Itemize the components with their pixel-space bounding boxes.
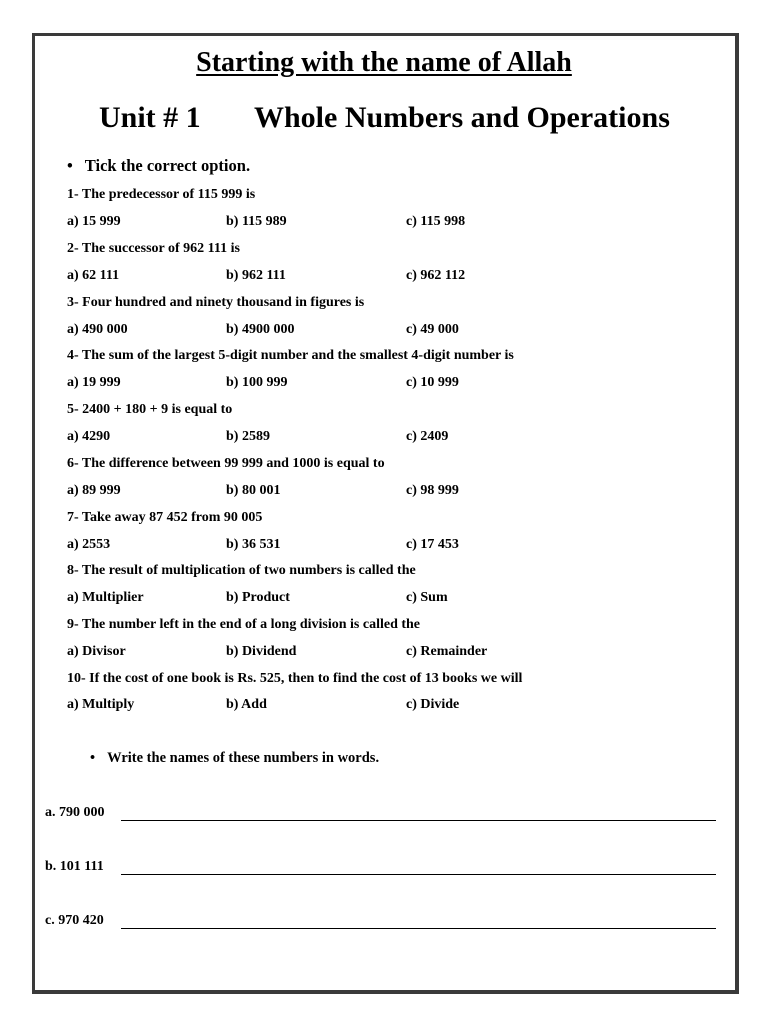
question-7: 7- Take away 87 452 from 90 005 [67, 510, 263, 525]
q5-option-b[interactable]: b) 2589 [226, 429, 270, 444]
question-8: 8- The result of multiplication of two numbers is called the [67, 563, 416, 578]
q4-option-c[interactable]: c) 10 999 [406, 375, 459, 390]
bullet-icon: • [67, 156, 73, 175]
instruction-text: Tick the correct option. [84, 156, 251, 175]
question-6: 6- The difference between 99 999 and 1000 is equal to [67, 456, 385, 471]
q7-option-b[interactable]: b) 36 531 [226, 537, 281, 552]
unit-heading [99, 101, 670, 135]
section-1-instruction [67, 156, 250, 176]
q2-option-a[interactable]: a) 62 111 [67, 268, 120, 283]
q7-option-c[interactable]: c) 17 453 [406, 537, 459, 552]
number-b-label: b. 101 111 [45, 859, 104, 874]
unit-name: Whole Numbers and Operations [254, 101, 670, 134]
q1-option-b[interactable]: b) 115 989 [226, 214, 287, 229]
page-title: Starting with the name of Allah [196, 47, 572, 78]
instruction-text: Write the names of these numbers in words. [107, 750, 380, 766]
q5-option-a[interactable]: a) 4290 [67, 429, 111, 444]
q6-option-b[interactable]: b) 80 001 [226, 483, 281, 498]
question-5: 5- 2400 + 180 + 9 is equal to [67, 402, 233, 417]
q7-option-a[interactable]: a) 2553 [67, 537, 111, 552]
answer-line-a[interactable] [121, 820, 716, 821]
question-9: 9- The number left in the end of a long division is called the [67, 617, 421, 632]
q4-option-b[interactable]: b) 100 999 [226, 375, 288, 390]
q10-option-b[interactable]: b) Add [226, 697, 267, 712]
q8-option-b[interactable]: b) Product [226, 590, 290, 605]
q2-option-b[interactable]: b) 962 111 [226, 268, 286, 283]
q10-option-c[interactable]: c) Divide [406, 697, 460, 712]
q1-option-c[interactable]: c) 115 998 [406, 214, 466, 229]
q8-option-a[interactable]: a) Multiplier [67, 590, 144, 605]
q4-option-a[interactable]: a) 19 999 [67, 375, 121, 390]
q9-option-c[interactable]: c) Remainder [406, 644, 488, 659]
unit-number: Unit # 1 [99, 101, 201, 134]
number-c-label: c. 970 420 [45, 913, 104, 928]
q3-option-b[interactable]: b) 4900 000 [226, 322, 295, 337]
answer-line-b[interactable] [121, 874, 716, 875]
answer-line-c[interactable] [121, 928, 716, 929]
q3-option-a[interactable]: a) 490 000 [67, 322, 128, 337]
q9-option-a[interactable]: a) Divisor [67, 644, 126, 659]
number-a-label: a. 790 000 [45, 805, 105, 820]
q8-option-c[interactable]: c) Sum [406, 590, 448, 605]
q1-option-a[interactable]: a) 15 999 [67, 214, 121, 229]
section-2-instruction [90, 750, 379, 767]
question-4: 4- The sum of the largest 5-digit number and the smallest 4-digit number is [67, 348, 514, 363]
q3-option-c[interactable]: c) 49 000 [406, 322, 459, 337]
question-10: 10- If the cost of one book is Rs. 525, then to find the cost of 13 books we will [67, 671, 523, 686]
question-2: 2- The successor of 962 111 is [67, 241, 240, 256]
q5-option-c[interactable]: c) 2409 [406, 429, 449, 444]
bullet-icon: • [90, 750, 96, 766]
q6-option-a[interactable]: a) 89 999 [67, 483, 121, 498]
q9-option-b[interactable]: b) Dividend [226, 644, 297, 659]
q2-option-c[interactable]: c) 962 112 [406, 268, 466, 283]
question-3: 3- Four hundred and ninety thousand in figures is [67, 295, 365, 310]
q6-option-c[interactable]: c) 98 999 [406, 483, 459, 498]
q10-option-a[interactable]: a) Multiply [67, 697, 135, 712]
question-1: 1- The predecessor of 115 999 is [67, 187, 256, 202]
